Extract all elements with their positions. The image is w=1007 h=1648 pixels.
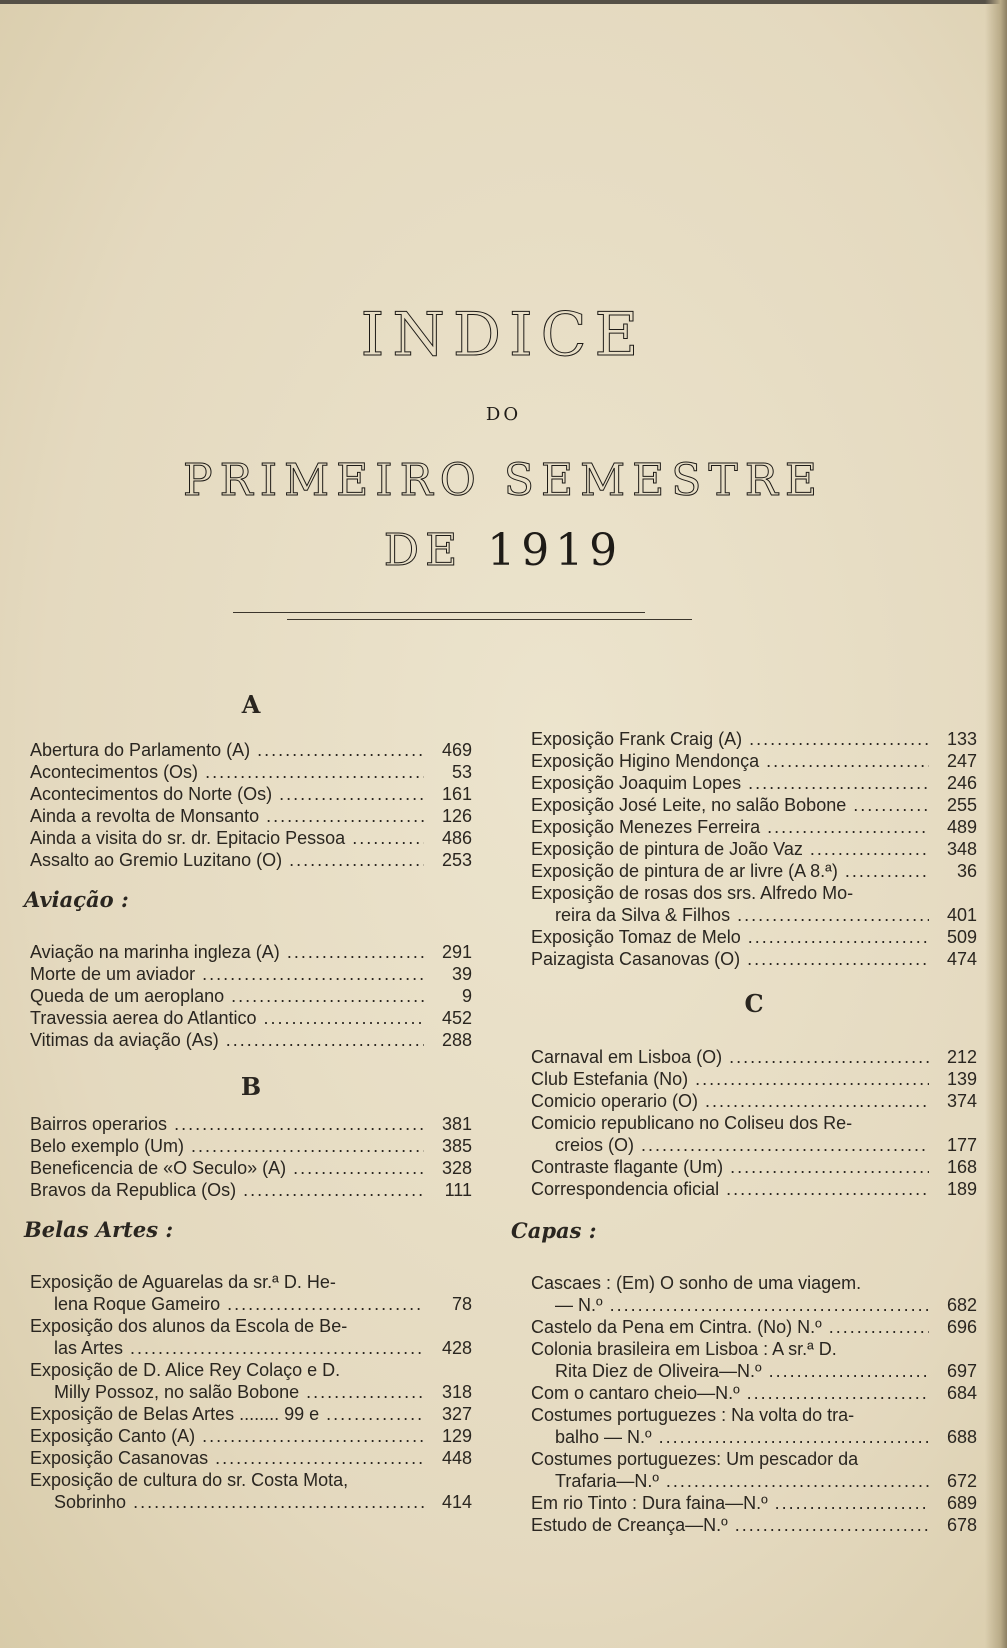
capas-list xyxy=(531,1272,977,1536)
entry-text-first-line: Exposição de rosas dos srs. Alfredo Mo- xyxy=(531,883,854,903)
entry-text: Correspondencia oficial ..... xyxy=(531,1178,929,1200)
index-entry xyxy=(531,1046,977,1068)
exposicao-list xyxy=(531,728,977,970)
c-list xyxy=(531,1046,977,1200)
entry-text: Exposição Menezes Ferreira ..... xyxy=(531,816,929,838)
entry-page-number: 246 xyxy=(946,773,977,793)
entry-page-number: 689 xyxy=(946,1493,977,1513)
entry-text: Com o cantaro cheio—N.º ..... xyxy=(531,1382,929,1404)
entry-page-number: 189 xyxy=(946,1179,977,1199)
index-entry xyxy=(531,1448,977,1492)
section-heading-aviacao: Aviação : xyxy=(24,887,129,912)
entry-text: Ainda a revolta de Monsanto ..... xyxy=(30,805,424,827)
entry-page-number: 348 xyxy=(946,839,977,859)
entry-text: Travessia aerea do Atlantico ..... xyxy=(30,1007,424,1029)
entry-text-first-line: Exposição dos alunos da Escola de Be- xyxy=(30,1316,348,1336)
index-entry xyxy=(30,1007,472,1029)
index-title: INDICE xyxy=(360,300,647,370)
index-entry xyxy=(30,1447,472,1469)
aviacao-list xyxy=(30,941,472,1051)
index-entry xyxy=(531,1492,977,1514)
entry-page-number: 381 xyxy=(441,1114,472,1134)
entry-page-number: 328 xyxy=(441,1158,472,1178)
index-entry xyxy=(30,849,472,871)
index-entry xyxy=(30,827,472,849)
entry-text: Belo exemplo (Um) ..... xyxy=(30,1135,424,1157)
letter-heading-c: C xyxy=(744,989,764,1018)
entry-page-number: 36 xyxy=(956,861,977,881)
index-entry xyxy=(30,1425,472,1447)
entry-page-number: 247 xyxy=(946,751,977,771)
year-prefix: DE xyxy=(383,525,464,576)
entry-page-number: 452 xyxy=(441,1008,472,1028)
entry-text: Vitimas da aviação (As) ..... xyxy=(30,1029,424,1051)
b-list xyxy=(30,1113,472,1201)
index-entry xyxy=(531,1068,977,1090)
index-entry xyxy=(531,1090,977,1112)
entry-text: Morte de um aviador ..... xyxy=(30,963,424,985)
entry-page-number: 318 xyxy=(441,1382,472,1402)
entry-page-number: 212 xyxy=(946,1047,977,1067)
entry-page-number: 253 xyxy=(441,850,472,870)
letter-heading-a: A xyxy=(241,690,261,719)
belas-artes-list xyxy=(30,1271,472,1513)
entry-page-number: 414 xyxy=(441,1492,472,1512)
index-entry xyxy=(531,1316,977,1338)
entry-text: Exposição Higino Mendonça ..... xyxy=(531,750,929,772)
entry-text: Sobrinho ..... xyxy=(30,1491,424,1513)
entry-page-number: 111 xyxy=(444,1180,472,1200)
entry-page-number: 678 xyxy=(946,1515,977,1535)
top-edge xyxy=(0,0,1007,4)
entry-text: Exposição de pintura de João Vaz ..... xyxy=(531,838,929,860)
index-entry xyxy=(531,1404,977,1448)
year: 1919 xyxy=(487,525,624,576)
index-entry xyxy=(531,926,977,948)
entry-text-first-line: Comicio republicano no Coliseu dos Re- xyxy=(531,1113,853,1133)
entry-page-number: 39 xyxy=(451,964,472,984)
divider-rule-top xyxy=(233,612,645,613)
entry-text: Comicio operario (O) ..... xyxy=(531,1090,929,1112)
index-entry xyxy=(30,1029,472,1051)
index-entry xyxy=(531,1382,977,1404)
section-heading-capas: Capas : xyxy=(511,1218,597,1243)
entry-page-number: 509 xyxy=(946,927,977,947)
index-entry xyxy=(30,805,472,827)
entry-page-number: 474 xyxy=(946,949,977,969)
entry-text: Beneficencia de «O Seculo» (A) ..... xyxy=(30,1157,424,1179)
entry-page-number: 448 xyxy=(441,1448,472,1468)
entry-text: Queda de um aeroplano ..... xyxy=(30,985,424,1007)
entry-text: Acontecimentos (Os) ..... xyxy=(30,761,424,783)
index-entry xyxy=(531,1112,977,1156)
entry-text: Bravos da Republica (Os) ..... xyxy=(30,1179,424,1201)
entry-text: reira da Silva & Filhos ..... xyxy=(531,904,929,926)
index-entry xyxy=(531,1272,977,1316)
index-entry xyxy=(30,1315,472,1359)
section-heading-belas-artes: Belas Artes : xyxy=(24,1217,174,1242)
entry-page-number: 126 xyxy=(441,806,472,826)
entry-page-number: 469 xyxy=(441,740,472,760)
entry-text: Exposição de pintura de ar livre (A 8.ª) ..... xyxy=(531,860,929,882)
entry-page-number: 489 xyxy=(946,817,977,837)
entry-text: Milly Possoz, no salão Bobone ..... xyxy=(30,1381,424,1403)
entry-page-number: 697 xyxy=(946,1361,977,1381)
entry-text: Carnaval em Lisboa (O) ..... xyxy=(531,1046,929,1068)
index-entry xyxy=(531,838,977,860)
entry-text: Estudo de Creança—N.º ..... xyxy=(531,1514,929,1536)
entry-page-number: 9 xyxy=(461,986,472,1006)
index-entry xyxy=(30,739,472,761)
entry-text: Paizagista Casanovas (O) ..... xyxy=(531,948,929,970)
entry-text-first-line: Exposição de D. Alice Rey Colaço e D. xyxy=(30,1360,341,1380)
entry-page-number: 168 xyxy=(946,1157,977,1177)
index-entry xyxy=(531,728,977,750)
entry-text: Exposição Casanovas ..... xyxy=(30,1447,424,1469)
entry-page-number: 428 xyxy=(441,1338,472,1358)
entry-text: balho — N.º ..... xyxy=(531,1426,929,1448)
index-entry xyxy=(531,772,977,794)
index-entry xyxy=(30,1135,472,1157)
divider-rule-bottom xyxy=(287,619,692,620)
entry-text: Exposição de Belas Artes ........ 99 e ..... xyxy=(30,1403,424,1425)
index-entry xyxy=(30,941,472,963)
index-entry xyxy=(30,1403,472,1425)
index-entry xyxy=(531,1514,977,1536)
entry-text-first-line: Cascaes : (Em) O sonho de uma viagem. xyxy=(531,1273,862,1293)
entry-text: Bairros operarios ..... xyxy=(30,1113,424,1135)
index-entry xyxy=(531,1156,977,1178)
entry-text-first-line: Exposição de Aguarelas da sr.ª D. He- xyxy=(30,1272,336,1292)
entry-text: Abertura do Parlamento (A) ..... xyxy=(30,739,424,761)
entry-text: lena Roque Gameiro ..... xyxy=(30,1293,424,1315)
entry-page-number: 255 xyxy=(946,795,977,815)
entry-text: Rita Diez de Oliveira—N.º ..... xyxy=(531,1360,929,1382)
index-entry xyxy=(30,1469,472,1513)
entry-page-number: 684 xyxy=(946,1383,977,1403)
index-entry xyxy=(531,882,977,926)
index-entry xyxy=(30,1271,472,1315)
entry-text: Exposição Frank Craig (A) ..... xyxy=(531,728,929,750)
index-entry xyxy=(30,761,472,783)
entry-text: Exposição Canto (A) ..... xyxy=(30,1425,424,1447)
entry-text: las Artes ..... xyxy=(30,1337,424,1359)
entry-page-number: 161 xyxy=(441,784,472,804)
index-entry xyxy=(531,948,977,970)
index-entry xyxy=(531,816,977,838)
entry-text: Contraste flagante (Um) ..... xyxy=(531,1156,929,1178)
entry-page-number: 401 xyxy=(946,905,977,925)
entry-page-number: 385 xyxy=(441,1136,472,1156)
entry-page-number: 177 xyxy=(946,1135,977,1155)
entry-text-first-line: Costumes portuguezes: Um pescador da xyxy=(531,1449,859,1469)
index-entry xyxy=(30,963,472,985)
entry-page-number: 696 xyxy=(946,1317,977,1337)
index-entry xyxy=(531,750,977,772)
entry-page-number: 78 xyxy=(451,1294,472,1314)
entry-text-first-line: Colonia brasileira em Lisboa : A sr.ª D. xyxy=(531,1339,837,1359)
entry-text-first-line: Costumes portuguezes : Na volta do tra- xyxy=(531,1405,855,1425)
entry-text: Club Estefania (No) ..... xyxy=(531,1068,929,1090)
index-connector: DO xyxy=(485,404,522,425)
entry-page-number: 129 xyxy=(441,1426,472,1446)
index-entry xyxy=(30,985,472,1007)
entry-text: Exposição José Leite, no salão Bobone ..... xyxy=(531,794,929,816)
entry-page-number: 327 xyxy=(441,1404,472,1424)
binding-edge xyxy=(985,0,1007,1648)
entry-text-first-line: Exposição de cultura do sr. Costa Mota, xyxy=(30,1470,349,1490)
letter-heading-b: B xyxy=(240,1072,262,1101)
a-list xyxy=(30,739,472,871)
entry-page-number: 53 xyxy=(451,762,472,782)
index-entry xyxy=(531,860,977,882)
left-column xyxy=(24,690,472,1513)
entry-page-number: 374 xyxy=(946,1091,977,1111)
entry-text: Aviação na marinha ingleza (A) ..... xyxy=(30,941,424,963)
entry-text: — N.º ..... xyxy=(531,1294,929,1316)
index-entry xyxy=(30,1157,472,1179)
index-entry xyxy=(531,794,977,816)
entry-page-number: 133 xyxy=(946,729,977,749)
entry-page-number: 688 xyxy=(946,1427,977,1447)
index-entry xyxy=(30,1359,472,1403)
entry-page-number: 672 xyxy=(946,1471,977,1491)
index-entry xyxy=(30,1113,472,1135)
index-entry xyxy=(531,1338,977,1382)
entry-text: Em rio Tinto : Dura faina—N.º ..... xyxy=(531,1492,929,1514)
entry-page-number: 291 xyxy=(441,942,472,962)
right-column xyxy=(511,728,977,1536)
entry-text: Ainda a visita do sr. dr. Epitacio Pessoa ..... xyxy=(30,827,424,849)
index-year-line xyxy=(0,525,1007,576)
entry-text: Trafaria—N.º ..... xyxy=(531,1470,929,1492)
entry-text: Exposição Tomaz de Melo ..... xyxy=(531,926,929,948)
index-subtitle: PRIMEIRO SEMESTRE xyxy=(182,455,825,506)
entry-page-number: 682 xyxy=(946,1295,977,1315)
index-entry xyxy=(531,1178,977,1200)
index-entry xyxy=(30,1179,472,1201)
entry-text: creios (O) ..... xyxy=(531,1134,929,1156)
entry-page-number: 288 xyxy=(441,1030,472,1050)
entry-page-number: 486 xyxy=(441,828,472,848)
index-entry xyxy=(30,783,472,805)
entry-text: Castelo da Pena em Cintra. (No) N.º ..... xyxy=(531,1316,929,1338)
entry-text: Exposição Joaquim Lopes ..... xyxy=(531,772,929,794)
entry-text: Assalto ao Gremio Luzitano (O) ..... xyxy=(30,849,424,871)
entry-page-number: 139 xyxy=(946,1069,977,1089)
entry-text: Acontecimentos do Norte (Os) ..... xyxy=(30,783,424,805)
